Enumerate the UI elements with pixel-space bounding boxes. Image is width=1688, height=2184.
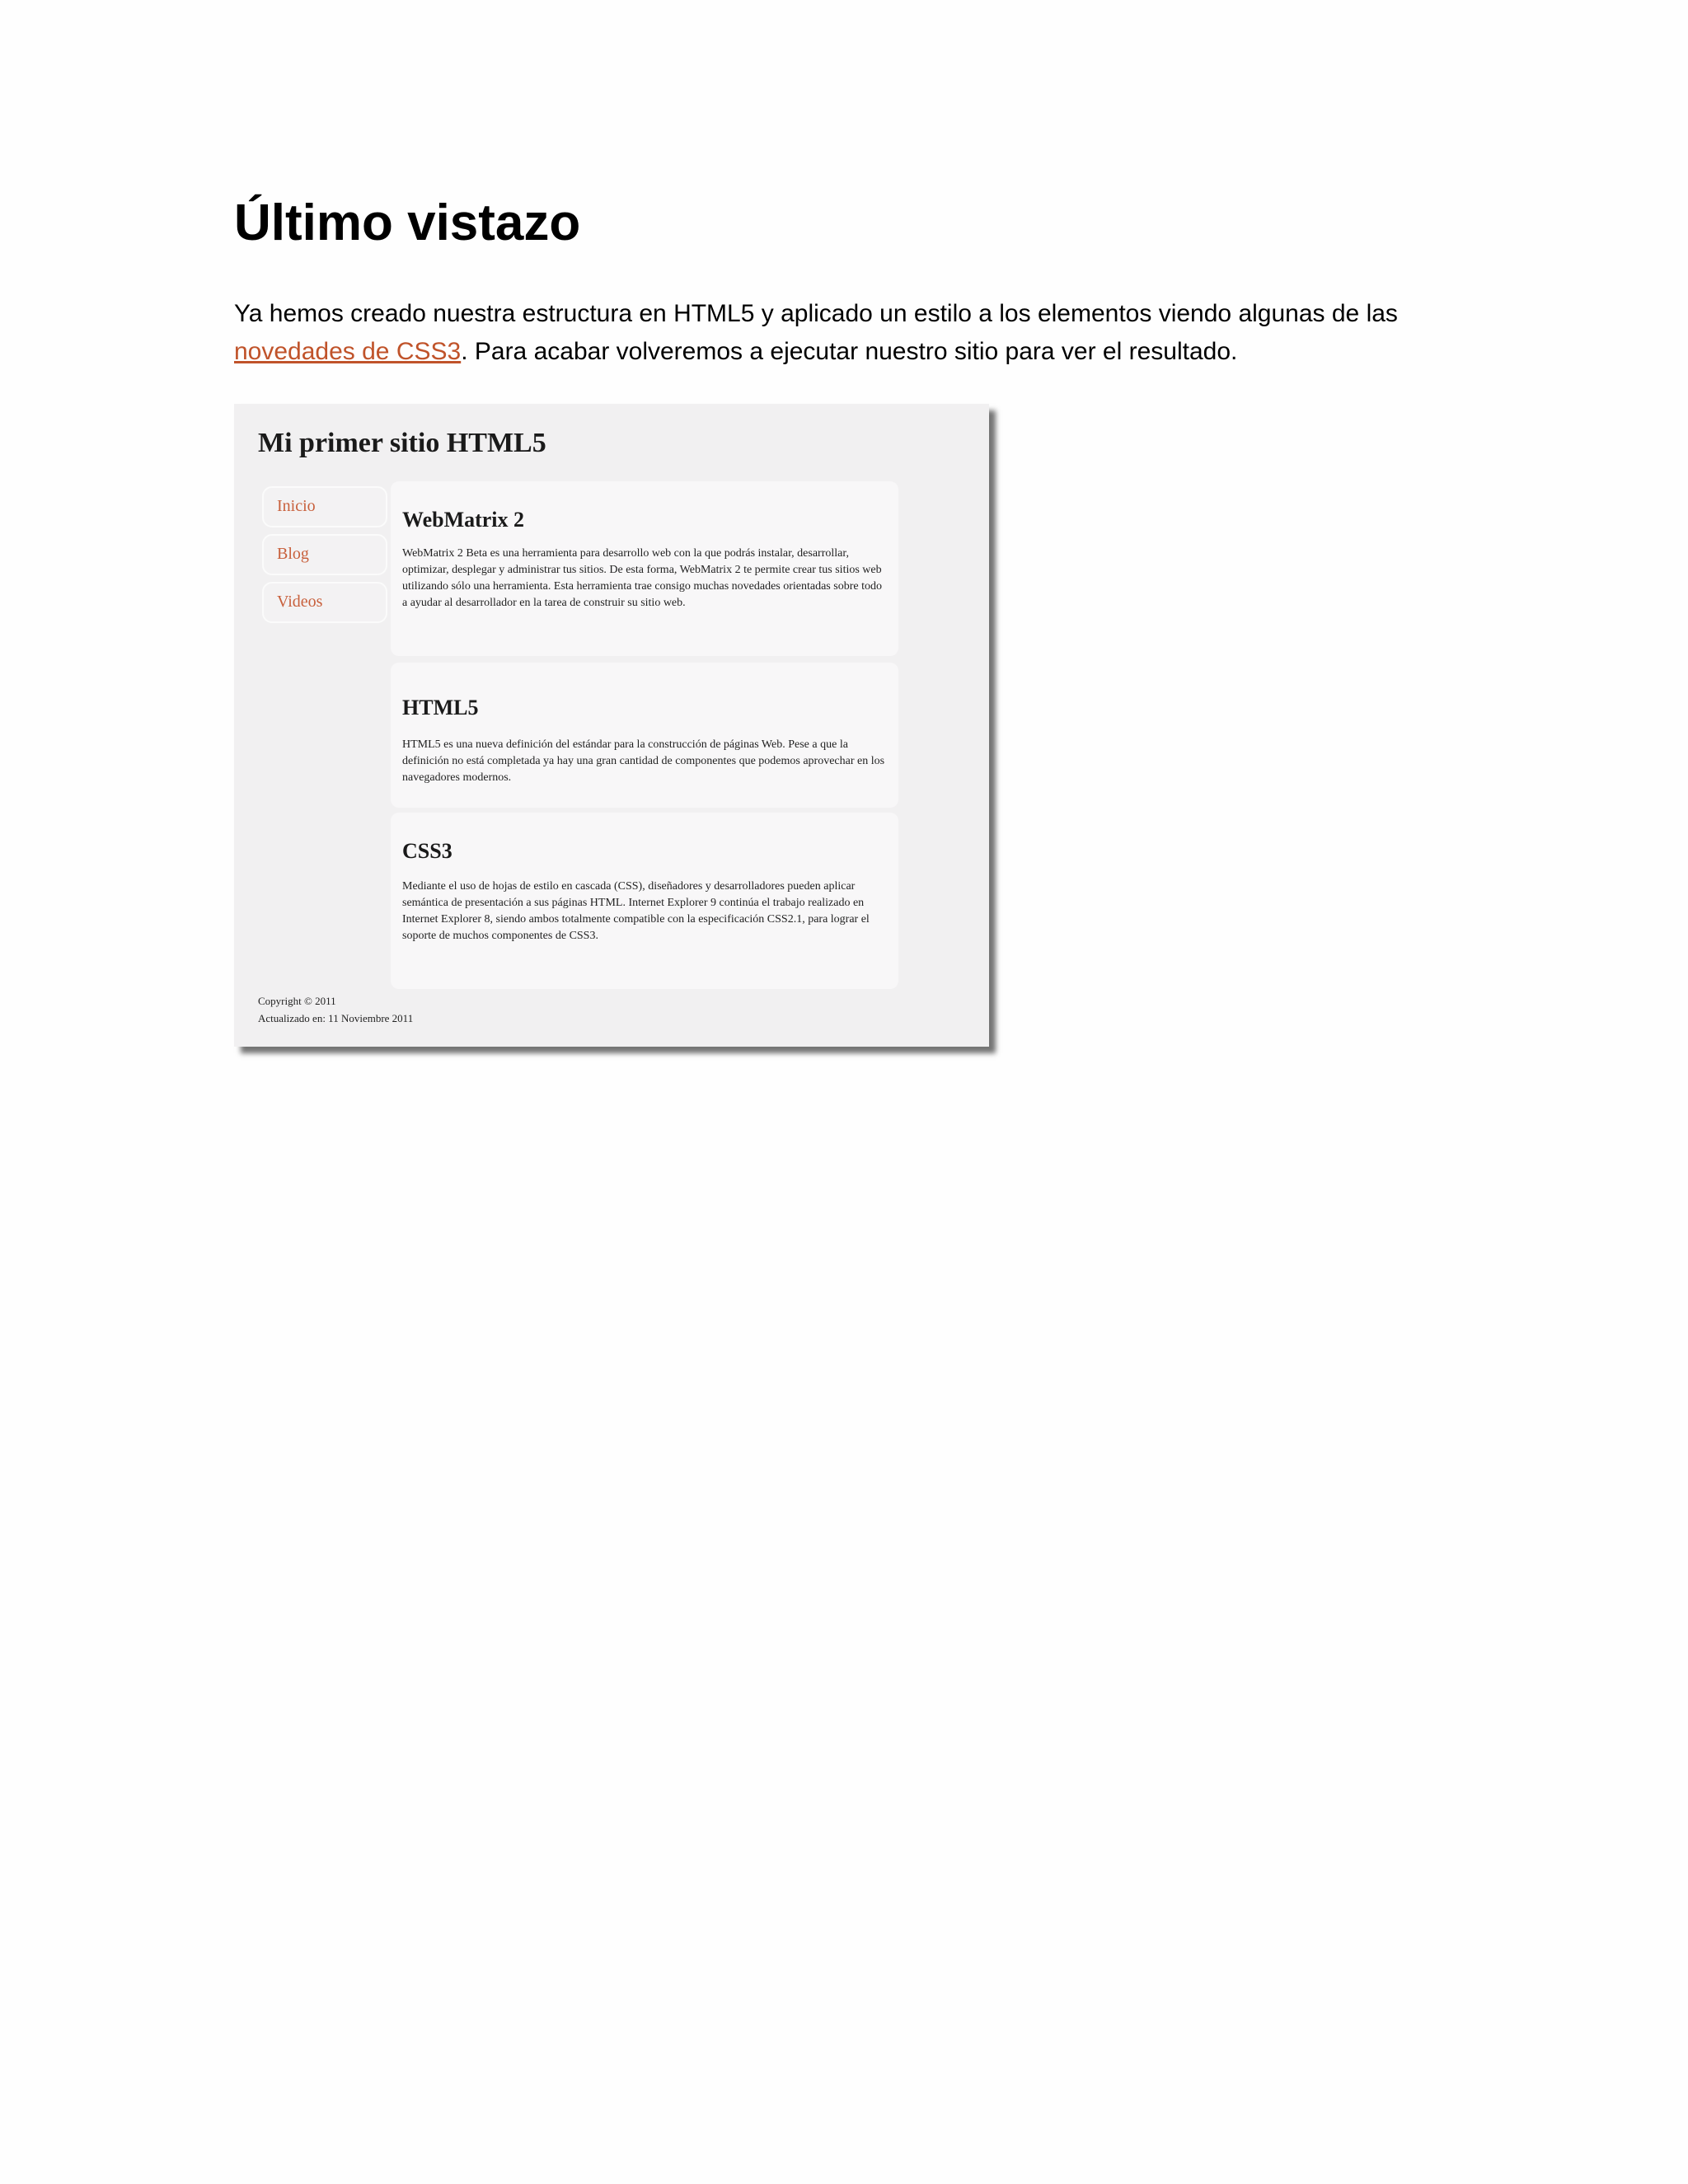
site-title: Mi primer sitio HTML5 [258,428,546,458]
website-screenshot [234,404,989,1047]
article-body: Mediante el uso de hojas de estilo en cascada (CSS), diseñadores y desarrolladores pueden aplicar semántica de presentación a sus páginas HTML. Internet Explorer 9 continúa el trabajo realizado en Internet Explorer 8, siendo ambos totalmente compatible con la especificación CSS2.1, para lograr el soporte de muchos componentes de CSS3. [402,880,870,942]
site-footer [258,992,413,1027]
article-body: HTML5 es una nueva definición del estándar para la construcción de páginas Web. Pese a que la definición no está completada ya hay una gran cantidad de componentes que podemos aprovechar en los navegadores modernos. [402,738,885,784]
nav-item-videos[interactable]: Videos [262,582,387,623]
article-heading: WebMatrix 2 [402,508,525,532]
article-css3 [391,813,898,989]
site-nav [262,486,387,630]
article-webmatrix [391,481,898,656]
css3-novelties-link[interactable]: novedades de CSS3 [234,338,462,365]
footer-updated: Actualizado en: 11 Noviembre 2011 [258,1012,414,1024]
intro-text-before-link: Ya hemos creado nuestra estructura en HTML5 y aplicado un estilo a los elementos viendo algunas de las [234,300,1398,327]
intro-paragraph [234,295,1454,371]
article-heading: CSS3 [402,839,452,863]
footer-copyright: Copyright © 2011 [258,995,336,1007]
intro-text-after-link: . Para acabar volveremos a ejecutar nuestro sitio para ver el resultado. [461,338,1238,365]
article-heading: HTML5 [402,696,479,719]
nav-item-inicio[interactable]: Inicio [262,486,387,527]
page-title: Último vistazo [234,194,581,251]
nav-item-blog[interactable]: Blog [262,534,387,575]
article-html5 [391,663,898,808]
article-body: WebMatrix 2 Beta es una herramienta para desarrollo web con la que podrás instalar, desarrollar, optimizar, desplegar y administrar tus sitios. De esta forma, WebMatrix 2 te permite crear tus sitios web utilizando sólo una herramienta. Esta herramienta trae consigo muchas novedades orientadas sobre todo a ayudar al desarrollador en la tarea de construir su sitio web. [402,547,882,609]
